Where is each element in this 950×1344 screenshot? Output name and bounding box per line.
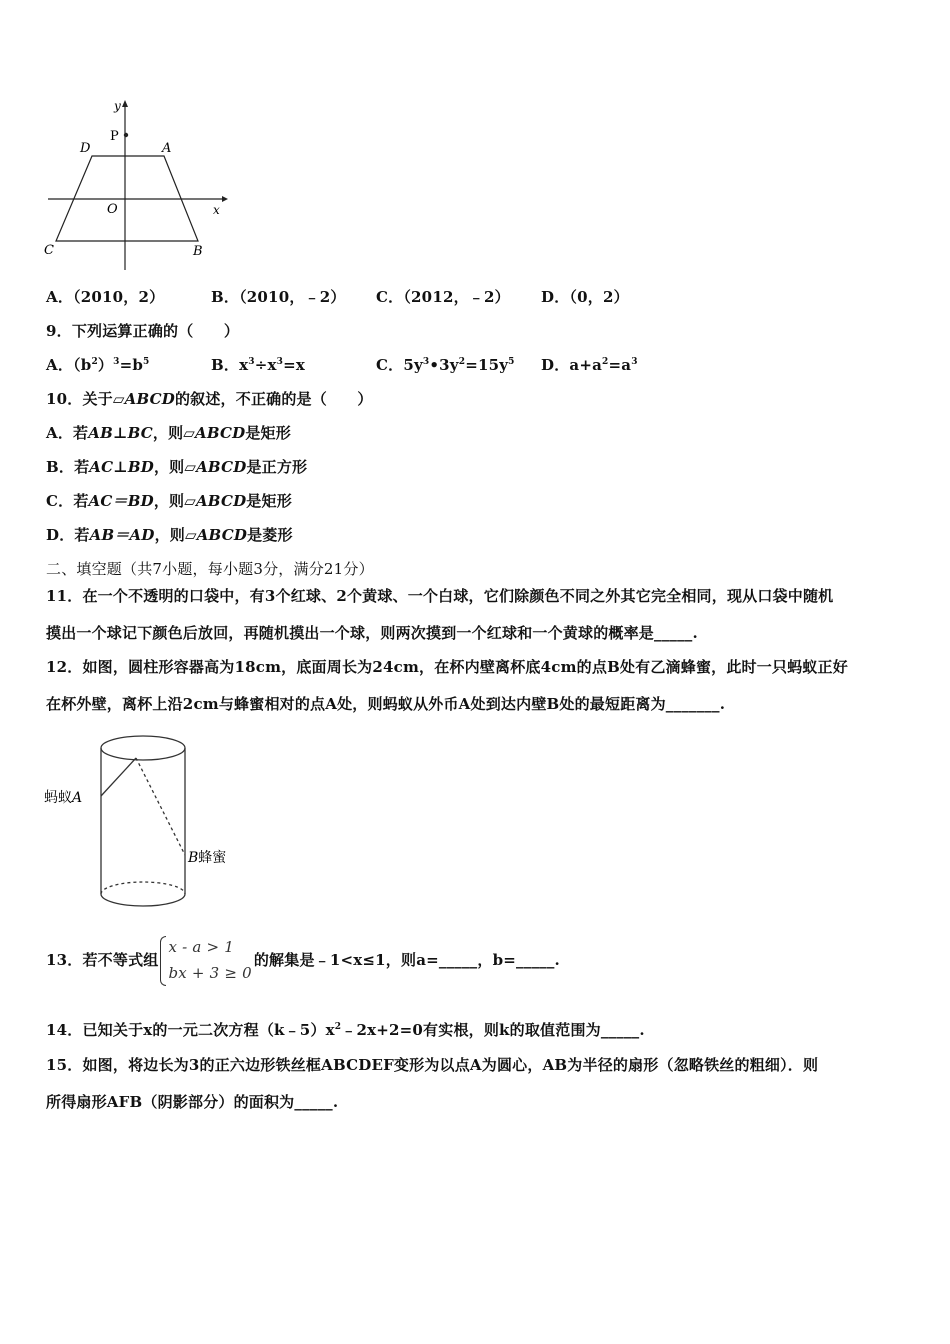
ant-label: 蚂蚁A <box>44 790 83 806</box>
q11-line-1: 11．在一个不透明的口袋中，有3个红球、2个黄球、一个白球，它们除颜色不同之外其它完全相同，现从口袋中随机 <box>46 587 834 605</box>
q15-line-2: 所得扇形AFB（阴影部分）的面积为_____. <box>46 1093 339 1111</box>
q15-line-1: 15．如图，将边长为3的正六边形铁丝框ABCDEF变形为以点A为圆心，AB为半径的扇形（忽略铁丝的粗细）．则 <box>46 1056 819 1074</box>
q8-option-a: A．（2010，2） <box>46 288 165 306</box>
honey-path-dashed <box>136 758 185 855</box>
q12-line-1: 12．如图，圆柱形容器高为18cm，底面周长为24cm，在杯内壁离杯底4cm的点B处有乙滴蜂蜜，此时一只蚂蚁正好 <box>46 658 848 676</box>
q8-option-d: D．（0，2） <box>541 288 629 306</box>
cylinder-bottom-back <box>101 882 185 894</box>
q12-line-2: 在杯外壁，离杯上沿2cm与蜂蜜相对的点A处，则蚂蚁从外币A处到达内壁B处的最短距离为_______. <box>46 695 726 713</box>
q10-option-b: B．若AC⊥BD，则▱ABCD是正方形 <box>46 458 308 476</box>
q9-option-a: A．$(b^2)^3=b^5$ <box>46 356 150 374</box>
section-2-heading: 二、填空题（共7小题，每小题3分，满分21分） <box>46 560 374 578</box>
inequality-system <box>160 934 251 986</box>
q11-line-2: 摸出一个球记下颜色后放回，再随机摸出一个球，则两次摸到一个红球和一个黄球的概率是_____. <box>46 624 698 642</box>
q8-option-c: C．（2012，﹣2） <box>376 288 510 306</box>
label-y: y <box>114 99 121 113</box>
q10-option-a: A．若AB⊥BC，则▱ABCD是矩形 <box>46 424 291 442</box>
y-axis-arrow <box>122 100 128 107</box>
inequality-1: x - a > 1 <box>168 938 234 956</box>
q10-option-d: D．若AB＝AD，则▱ABCD是菱形 <box>46 526 293 544</box>
ant-path-solid <box>101 758 136 796</box>
label-d: D <box>80 141 91 156</box>
q10-stem: 10．关于▱ABCD的叙述，不正确的是（ ） <box>46 390 373 408</box>
q9-stem: 9．下列运算正确的（ ） <box>46 322 240 340</box>
cylinder-bottom-front <box>101 894 185 906</box>
q9-options <box>46 354 638 375</box>
label-b: B <box>193 244 203 259</box>
honey-label: B蜂蜜 <box>188 850 227 866</box>
q13: 13．若不等式组 x - a > 1 bx + 3 ≥ 0 的解集是﹣1<x≤1，则a=_____，b=_____. <box>46 934 560 986</box>
x-axis-arrow <box>222 196 228 202</box>
trapezoid-figure <box>40 95 240 275</box>
inequality-2: bx + 3 ≥ 0 <box>168 964 252 982</box>
q8-options <box>46 286 629 307</box>
point-p <box>124 133 128 137</box>
q9-option-d: D．$a+a^2=a^3$ <box>541 356 638 374</box>
q10-option-c: C．若AC＝BD，则▱ABCD是矩形 <box>46 492 292 510</box>
label-x: x <box>213 203 220 217</box>
cylinder-figure <box>40 728 260 918</box>
label-c: C <box>44 243 54 258</box>
q9-option-c: C．$5y^3•3y^2=15y^5$ <box>376 356 515 374</box>
q9-option-b: B．$x^3\div x^3=x$ <box>211 356 306 374</box>
q14: 14．已知关于x的一元二次方程$(k﹣5)x^2﹣2x+2=0$有实根，则k的取值范围为_____. <box>46 1021 645 1039</box>
label-p: P <box>110 129 119 144</box>
label-o: O <box>107 202 118 217</box>
cylinder-top-rim <box>101 736 185 760</box>
label-a: A <box>162 141 172 156</box>
q8-option-b: B．（2010，﹣2） <box>211 288 346 306</box>
